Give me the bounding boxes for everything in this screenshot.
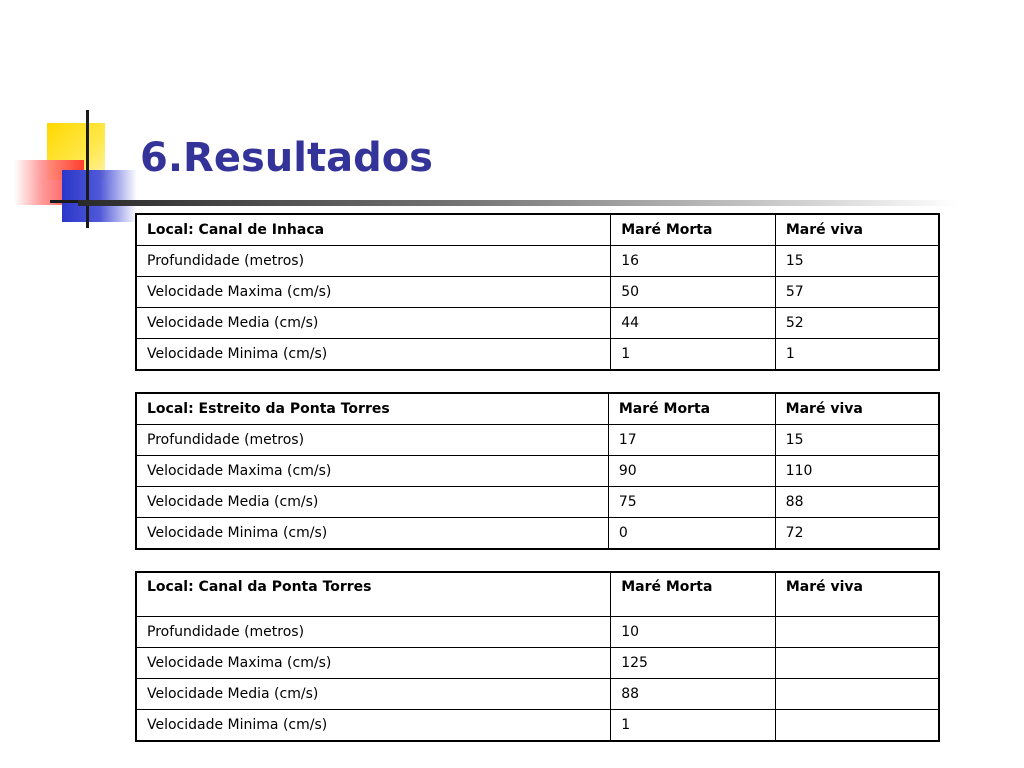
row-label: Velocidade Minima (cm/s) (136, 339, 611, 371)
cell-mare-viva: 15 (775, 425, 939, 456)
blue-square (62, 170, 137, 222)
table-row (136, 456, 939, 487)
row-label: Velocidade Media (cm/s) (136, 679, 611, 710)
row-label: Profundidade (metros) (136, 425, 608, 456)
cell-mare-morta: 1 (611, 339, 776, 371)
header-mare-morta: Maré Morta (608, 393, 775, 425)
title-underline (78, 200, 958, 206)
cell-mare-viva: 15 (775, 246, 939, 277)
table-row (136, 617, 939, 648)
row-label: Profundidade (metros) (136, 617, 611, 648)
cell-mare-morta: 0 (608, 518, 775, 550)
cell-mare-morta: 16 (611, 246, 776, 277)
row-label: Velocidade Media (cm/s) (136, 308, 611, 339)
row-label: Velocidade Media (cm/s) (136, 487, 608, 518)
cell-mare-viva (775, 617, 939, 648)
cell-mare-viva: 1 (775, 339, 939, 371)
row-label: Velocidade Maxima (cm/s) (136, 277, 611, 308)
header-mare-viva: Maré viva (775, 214, 939, 246)
row-label: Velocidade Minima (cm/s) (136, 710, 611, 742)
table-header-row (136, 393, 939, 425)
cell-mare-viva (775, 679, 939, 710)
vertical-line (86, 110, 89, 228)
cell-mare-morta: 10 (611, 617, 776, 648)
table-row (136, 710, 939, 742)
cell-mare-morta: 1 (611, 710, 776, 742)
header-mare-viva: Maré viva (775, 393, 939, 425)
table-row (136, 648, 939, 679)
cell-mare-morta: 88 (611, 679, 776, 710)
cell-mare-morta: 90 (608, 456, 775, 487)
cell-mare-morta: 125 (611, 648, 776, 679)
cell-mare-viva (775, 648, 939, 679)
results-table-estreito-da-ponta-torres (135, 392, 940, 550)
results-table-canal-de-inhaca (135, 213, 940, 371)
table-row (136, 308, 939, 339)
table-row (136, 487, 939, 518)
table-row (136, 246, 939, 277)
cell-mare-morta: 50 (611, 277, 776, 308)
table-row (136, 277, 939, 308)
table-row (136, 518, 939, 550)
cell-mare-viva: 57 (775, 277, 939, 308)
cell-mare-viva: 110 (775, 456, 939, 487)
cell-mare-viva (775, 710, 939, 742)
cell-mare-viva: 52 (775, 308, 939, 339)
row-label: Velocidade Minima (cm/s) (136, 518, 608, 550)
header-mare-morta: Maré Morta (611, 214, 776, 246)
row-label: Profundidade (metros) (136, 246, 611, 277)
table-row (136, 339, 939, 371)
header-mare-morta: Maré Morta (611, 572, 776, 617)
row-label: Velocidade Maxima (cm/s) (136, 648, 611, 679)
table-header-row (136, 214, 939, 246)
cell-mare-morta: 75 (608, 487, 775, 518)
table-row (136, 679, 939, 710)
table-row (136, 425, 939, 456)
header-location: Local: Estreito da Ponta Torres (136, 393, 608, 425)
table-header-row (136, 572, 939, 617)
row-label: Velocidade Maxima (cm/s) (136, 456, 608, 487)
results-table-canal-da-ponta-torres (135, 571, 940, 742)
cell-mare-morta: 44 (611, 308, 776, 339)
header-mare-viva: Maré viva (775, 572, 939, 617)
header-location: Local: Canal da Ponta Torres (136, 572, 611, 617)
slide-title: 6.Resultados (140, 135, 433, 181)
header-location: Local: Canal de Inhaca (136, 214, 611, 246)
cell-mare-viva: 88 (775, 487, 939, 518)
cell-mare-viva: 72 (775, 518, 939, 550)
cell-mare-morta: 17 (608, 425, 775, 456)
